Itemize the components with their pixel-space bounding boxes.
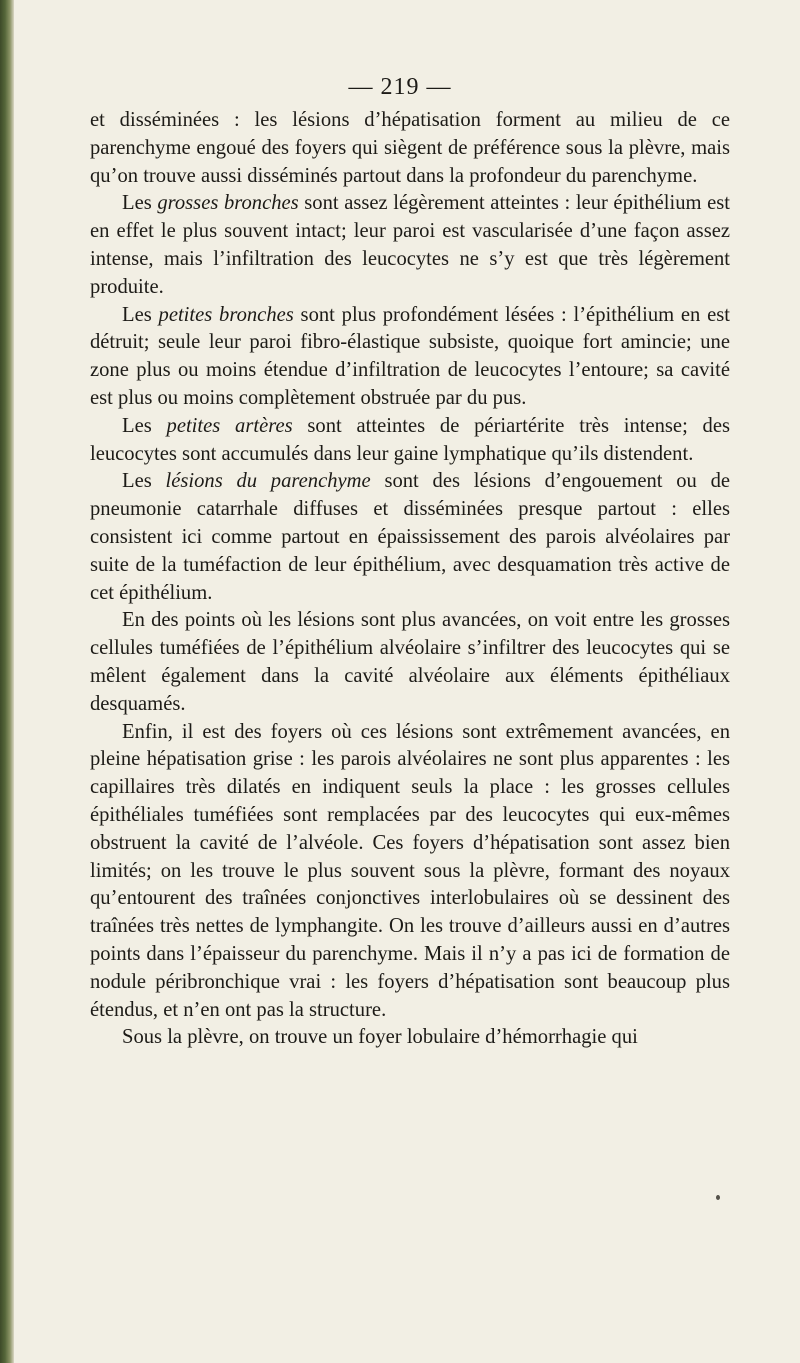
page-speck: [716, 1195, 720, 1200]
paragraph-4-emphasis: petites artères: [166, 414, 293, 437]
paragraph-5-lead: Les: [122, 470, 166, 493]
paragraph-6: En des points où les lésions sont plus avancées, on voit entre les grosses cellules tuméfiées de l’épithélium alvéolaire s’infiltrer des leucocytes qui se mêlent également dans la cavité alvéolaire aux éléments épithéliaux desquamés.: [90, 609, 730, 715]
book-binding-edge: [0, 0, 14, 1363]
paragraph-4-lead: Les: [122, 414, 167, 437]
paragraph-5-rest: sont des lésions d’engouement ou de pneumonie catarrhale diffuses et disséminées presque partout : elles consistent ici comme partout en épaississement des parois alvéolaires par suite de la tuméfaction de leur épithélium, avec desquamation très active de cet épithélium.: [90, 470, 731, 604]
page-number: — 219 —: [348, 74, 452, 100]
paragraph-3-rest: sont plus profondément lésées : l’épithélium en est détruit; seule leur paroi fibro-élastique subsiste, quoique fort amincie; une zone plus ou moins étendue d’infiltration de leucocytes l’entoure; sa cavité est plus ou moins complètement obstruée par du pus.: [90, 303, 730, 409]
paragraph-3-emphasis: petites bronches: [158, 303, 294, 326]
paragraph-2-rest: sont assez légèrement atteintes : leur épithélium est en effet le plus souvent intact; leur paroi est vascularisée d’une façon assez intense, mais l’infiltration des leucocytes ne s’y est que très légèrement produite.: [90, 192, 730, 298]
paragraph-8: Sous la plèvre, on trouve un foyer lobulaire d’hémorrhagie qui: [122, 1026, 638, 1049]
body-text: [90, 107, 730, 1052]
paragraph-4: [90, 413, 730, 469]
paragraph-3-lead: Les: [122, 303, 159, 326]
paragraph-4-rest: sont atteintes de périartérite très intense; des leucocytes sont accumulés dans leur gaine lymphatique qu’ils distendent.: [90, 414, 731, 465]
paragraph-2: [90, 190, 730, 301]
paragraph-2-emphasis: grosses bronches: [157, 192, 299, 215]
paragraph-2-lead: Les: [122, 192, 158, 215]
paragraph-5-emphasis: lésions du parenchyme: [165, 470, 371, 493]
paragraph-7: Enfin, il est des foyers où ces lésions sont extrêmement avancées, en pleine hépatisation grise : les parois alvéolaires ne sont plus apparentes : les capillaires très dilatés en indiquent seuls la place : les grosses cellules épithéliales tuméfiées sont remplacées par des leucocytes qui eux-mêmes obstruent la cavité de l’alvéole. Ces foyers d’hépatisation sont assez bien limités; on les trouve le plus souvent sous la plèvre, formant des noyaux qu’entourent des traînées conjonctives interlobulaires où se dessinent des traînées très nettes de lymphangite. On les trouve d’ailleurs aussi en d’autres points dans l’épaisseur du parenchyme. Mais il n’y a pas ici de formation de nodule péribronchique vrai : les foyers d’hépatisation sont beaucoup plus étendus, et n’en ont pas la structure.: [90, 720, 730, 1021]
paragraph-3: [90, 302, 730, 413]
paragraph-1: et disséminées : les lésions d’hépatisation forment au milieu de ce parenchyme engoué des foyers qui siègent de préférence sous la plèvre, mais qu’on trouve aussi disséminés partout dans la profondeur du parenchyme.: [90, 109, 730, 187]
paragraph-5: [90, 468, 730, 607]
